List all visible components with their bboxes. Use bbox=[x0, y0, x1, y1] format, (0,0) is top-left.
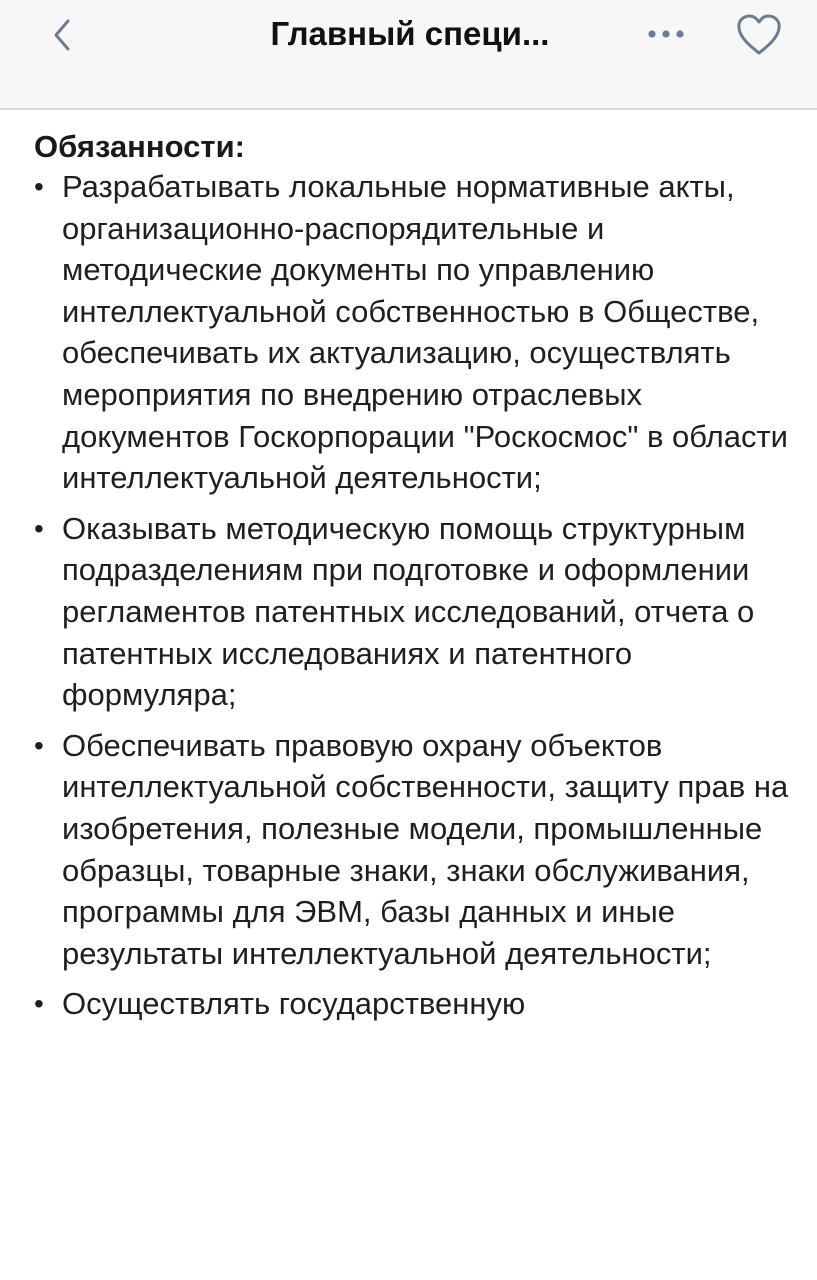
vacancy-content bbox=[0, 110, 817, 1280]
back-button[interactable] bbox=[40, 10, 84, 60]
bullet-marker: • bbox=[34, 512, 44, 544]
duty-text: Оказывать методическую помощь структурным подразделениям при подготовке и оформлении регламентов патентных исследований, отчета о патентных исследованиях и патентного формуляра; bbox=[62, 510, 755, 713]
duty-text: Разрабатывать локальные нормативные акты, организационно-распорядительные и методические документы по управлению интеллектуальной собственностью в Обществе, обеспечивать их актуализацию, осуществлять мероприятия по внедрению отраслевых документов Госкорпорации "Роскосмос" в области интеллектуальной деятельности; bbox=[62, 169, 789, 496]
list-item bbox=[0, 983, 817, 1025]
list-item bbox=[0, 508, 817, 716]
duty-text: Обеспечивать правовую охрану объектов интеллектуальной собственности, защиту прав на изобретения, полезные модели, промышленные образцы, товарные знаки, знаки обслуживания, программы для ЭВМ, базы данных и иные результаты интеллектуальной деятельности; bbox=[62, 727, 789, 971]
bullet-marker: • bbox=[34, 171, 44, 202]
list-item bbox=[0, 166, 817, 499]
list-item bbox=[0, 725, 817, 975]
duties-list bbox=[0, 166, 817, 1034]
page-title: Главный специ... bbox=[270, 15, 550, 52]
heart-outline-icon bbox=[735, 13, 783, 57]
duty-text: Осуществлять государственную bbox=[62, 986, 526, 1022]
bullet-marker: • bbox=[34, 988, 44, 1020]
chevron-left-icon bbox=[51, 18, 73, 52]
more-button[interactable] bbox=[638, 14, 694, 54]
favorite-button[interactable] bbox=[730, 8, 788, 62]
bullet-marker: • bbox=[34, 729, 44, 761]
section-title: Обязанности: bbox=[34, 129, 245, 164]
top-bar bbox=[0, 0, 817, 110]
more-horizontal-icon bbox=[646, 29, 686, 39]
